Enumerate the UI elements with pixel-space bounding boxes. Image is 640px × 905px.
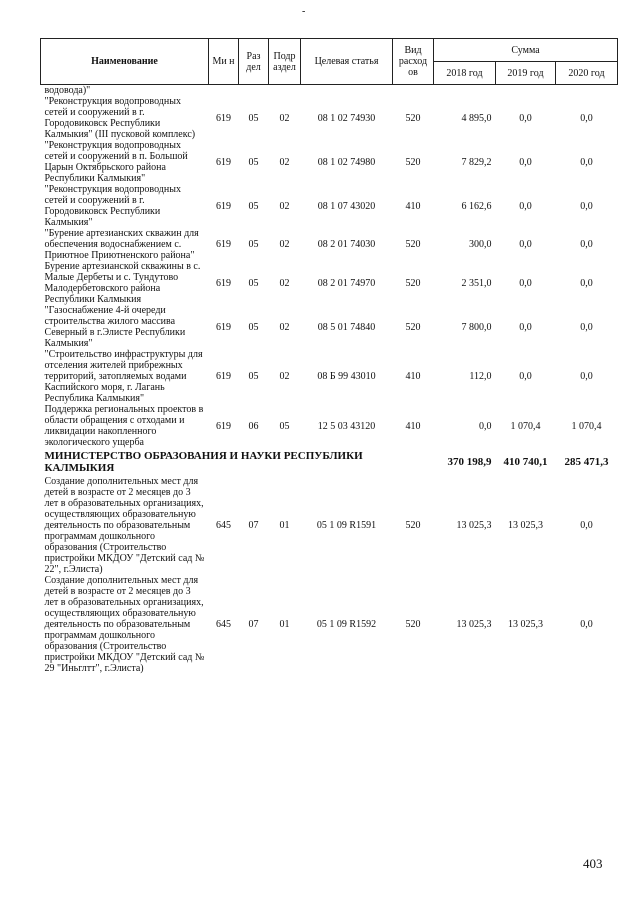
top-mark: - — [302, 6, 306, 17]
row-sum-2018: 4 895,0 — [461, 112, 492, 124]
row-razdel: 06 — [248, 420, 259, 432]
row-sum-2019: 1 070,4 — [510, 420, 541, 432]
header-year-2020: 2020 год — [556, 62, 618, 85]
row-target-article: 05 1 09 R1592 — [316, 619, 377, 630]
row-name: "Газоснабжение 4-й очереди строительства жилого массива Северный в г.Элисте Республики Калмыкия" — [44, 305, 186, 349]
row-sum-2018: 13 025,3 — [456, 619, 492, 630]
table-body — [41, 85, 618, 449]
row-target-article: 05 1 09 R1591 — [316, 520, 377, 531]
row-razdel: 05 — [248, 112, 259, 124]
row-name: "Реконструкция водопроводных сетей и сооружений в п. Большой Царын Октябрьского района Республики Калмыкия" — [44, 140, 188, 184]
row-sum-2020: 0,0 — [580, 156, 593, 168]
table-row — [41, 476, 618, 575]
row-sum-2019: 0,0 — [519, 239, 532, 250]
row-min: 645 — [216, 520, 231, 531]
table-row — [41, 85, 618, 97]
row-min: 619 — [216, 321, 231, 333]
row-target-article: 08 1 02 74980 — [317, 156, 376, 168]
row-name: "Реконструкция водопроводных сетей и сооружений в г. Городовиковск Республики Калмыкия" (III пусковой комплекс) — [44, 96, 196, 140]
row-expense-type: 520 — [405, 156, 421, 168]
row-expense-type: 410 — [405, 371, 421, 382]
row-expense-type: 520 — [405, 321, 421, 333]
table-row — [41, 96, 618, 140]
row-sum-2019: 0,0 — [519, 200, 532, 212]
row-podrazdel: 05 — [279, 420, 290, 432]
row-razdel — [239, 85, 269, 97]
header-expense-type: Вид расход ов — [393, 39, 434, 85]
row-podrazdel: 02 — [279, 277, 290, 289]
row-sum-2018: 0,0 — [479, 420, 492, 432]
row-sum-2018: 112,0 — [469, 371, 492, 382]
row-min: 619 — [216, 112, 231, 124]
row-name: водовода)" — [44, 85, 91, 96]
row-sum-2018 — [434, 85, 496, 97]
row-sum-2018: 6 162,6 — [461, 200, 492, 212]
row-target-article: 12 5 03 43120 — [317, 420, 376, 432]
row-sum-2019: 13 025,3 — [508, 520, 543, 531]
row-target-article: 08 1 02 74930 — [317, 112, 376, 124]
ministry-sum-2018: 370 198,9 — [447, 456, 492, 468]
ministry-sum-2019: 410 740,1 — [503, 456, 548, 468]
row-podrazdel: 02 — [279, 200, 290, 212]
row-name: Бурение артезианской скважины в с. Малые Дербеты и с. Тундутово Малодербетовского района Республики Калмыкия — [44, 261, 201, 305]
row-sum-2020: 0,0 — [580, 239, 593, 250]
row-sum-2018: 7 800,0 — [461, 321, 492, 333]
row-expense-type: 410 — [405, 420, 421, 432]
row-expense-type: 410 — [405, 200, 421, 212]
row-sum-2018: 7 829,2 — [461, 156, 492, 168]
row-sum-2019: 0,0 — [519, 321, 532, 333]
row-min: 619 — [216, 277, 231, 289]
header-podrazdel: Подр аздел — [269, 39, 301, 85]
table-body-education — [41, 476, 618, 674]
row-podrazdel: 02 — [279, 156, 290, 168]
row-podrazdel: 02 — [279, 239, 290, 250]
row-sum-2020: 0,0 — [580, 371, 593, 382]
row-sum-2020 — [556, 85, 618, 97]
row-name: Создание дополнительных мест для детей в возрасте от 2 месяцев до 3 лет в образовательных организациях, осуществляющих образовательную деятельность по образовательным программам дошкольного образования (Строительство пристройки МКДОУ "Детский сад № 29 "Иньглтт", г.Элиста) — [44, 575, 205, 674]
row-razdel: 05 — [248, 277, 259, 289]
ministry-name: МИНИСТЕРСТВО ОБРАЗОВАНИЯ И НАУКИ РЕСПУБЛИКИ КАЛМЫКИЯ — [44, 450, 363, 474]
header-name: Наименование — [41, 39, 209, 85]
ministry-row — [41, 448, 618, 476]
table-row — [41, 349, 618, 404]
row-sum-2020: 0,0 — [580, 520, 593, 531]
row-razdel: 07 — [248, 520, 259, 531]
row-min: 619 — [216, 420, 231, 432]
table-header — [41, 39, 618, 85]
row-target-article: 08 2 01 74970 — [317, 277, 376, 289]
table-row — [41, 261, 618, 305]
row-min: 619 — [216, 200, 231, 212]
row-min: 619 — [216, 156, 231, 168]
row-name: "Реконструкция водопроводных сетей и сооружений в г. Городовиковск Республики Калмыкия" — [44, 184, 181, 228]
row-sum-2020: 0,0 — [580, 619, 593, 630]
row-sum-2018: 13 025,3 — [456, 520, 492, 531]
row-podrazdel — [269, 85, 301, 97]
row-podrazdel: 02 — [279, 371, 290, 382]
row-min — [209, 85, 239, 97]
row-expense-type — [393, 85, 434, 97]
row-min: 619 — [216, 371, 231, 382]
row-expense-type: 520 — [405, 112, 421, 124]
row-razdel: 07 — [248, 619, 259, 630]
row-target-article: 08 5 01 74840 — [317, 321, 376, 333]
row-sum-2020: 0,0 — [580, 277, 593, 289]
row-razdel: 05 — [248, 321, 259, 333]
row-sum-2019: 13 025,3 — [508, 619, 543, 630]
row-sum-2019 — [496, 85, 556, 97]
row-min: 619 — [216, 239, 231, 250]
row-expense-type: 520 — [405, 277, 421, 289]
row-razdel: 05 — [248, 371, 259, 382]
header-year-2019: 2019 год — [496, 62, 556, 85]
row-target-article — [301, 85, 393, 97]
row-razdel: 05 — [248, 156, 259, 168]
page-number: 403 — [583, 856, 603, 871]
table-row — [41, 140, 618, 184]
row-target-article: 08 Б 99 43010 — [317, 371, 376, 382]
row-sum-2020: 0,0 — [580, 321, 593, 333]
row-min: 645 — [216, 619, 231, 630]
table-row — [41, 184, 618, 228]
row-sum-2020: 1 070,4 — [571, 420, 602, 432]
row-expense-type: 520 — [405, 520, 421, 531]
row-sum-2019: 0,0 — [519, 112, 532, 124]
row-sum-2019: 0,0 — [519, 371, 532, 382]
row-podrazdel: 02 — [279, 112, 290, 124]
row-name: Поддержка региональных проектов в области обращения с отходами и ликвидации накопленного экологического ущерба — [44, 404, 204, 448]
table-row — [41, 228, 618, 261]
ministry-section — [41, 448, 618, 476]
row-expense-type: 520 — [405, 619, 421, 630]
row-expense-type: 520 — [405, 239, 421, 250]
header-year-2018: 2018 год — [434, 62, 496, 85]
row-sum-2019: 0,0 — [519, 156, 532, 168]
row-podrazdel: 01 — [279, 520, 290, 531]
row-sum-2020: 0,0 — [580, 112, 593, 124]
table-row — [41, 575, 618, 674]
row-razdel: 05 — [248, 239, 259, 250]
header-sum: Сумма — [434, 39, 618, 62]
table-row — [41, 404, 618, 448]
header-min: Ми н — [209, 39, 239, 85]
row-name: "Строительство инфраструктуры для отселения жителей прибрежных территорий, затопляемых водами Каспийского моря, г. Лагань Республика Калмыкия" — [44, 349, 203, 404]
budget-table — [40, 38, 618, 674]
row-sum-2018: 2 351,0 — [461, 277, 492, 289]
header-target-article: Целевая статья — [301, 39, 393, 85]
table-row — [41, 305, 618, 349]
row-name: Создание дополнительных мест для детей в возрасте от 2 месяцев до 3 лет в образовательных организациях, осуществляющих образовательную деятельность по образовательным программам дошкольного образования (Строительство пристройки МКДОУ "Детский сад № 22", г.Элиста) — [44, 476, 205, 575]
row-target-article: 08 2 01 74030 — [317, 239, 376, 250]
row-sum-2019: 0,0 — [519, 277, 532, 289]
row-name: "Бурение артезианских скважин для обеспечения водоснабжением с. Приютное Приютненского района" — [44, 228, 199, 261]
header-razdel: Раз дел — [239, 39, 269, 85]
row-sum-2018: 300,0 — [469, 239, 492, 250]
row-podrazdel: 02 — [279, 321, 290, 333]
row-target-article: 08 1 07 43020 — [317, 200, 376, 212]
ministry-sum-2020: 285 471,3 — [564, 456, 609, 468]
row-sum-2020: 0,0 — [580, 200, 593, 212]
row-razdel: 05 — [248, 200, 259, 212]
row-podrazdel: 01 — [279, 619, 290, 630]
